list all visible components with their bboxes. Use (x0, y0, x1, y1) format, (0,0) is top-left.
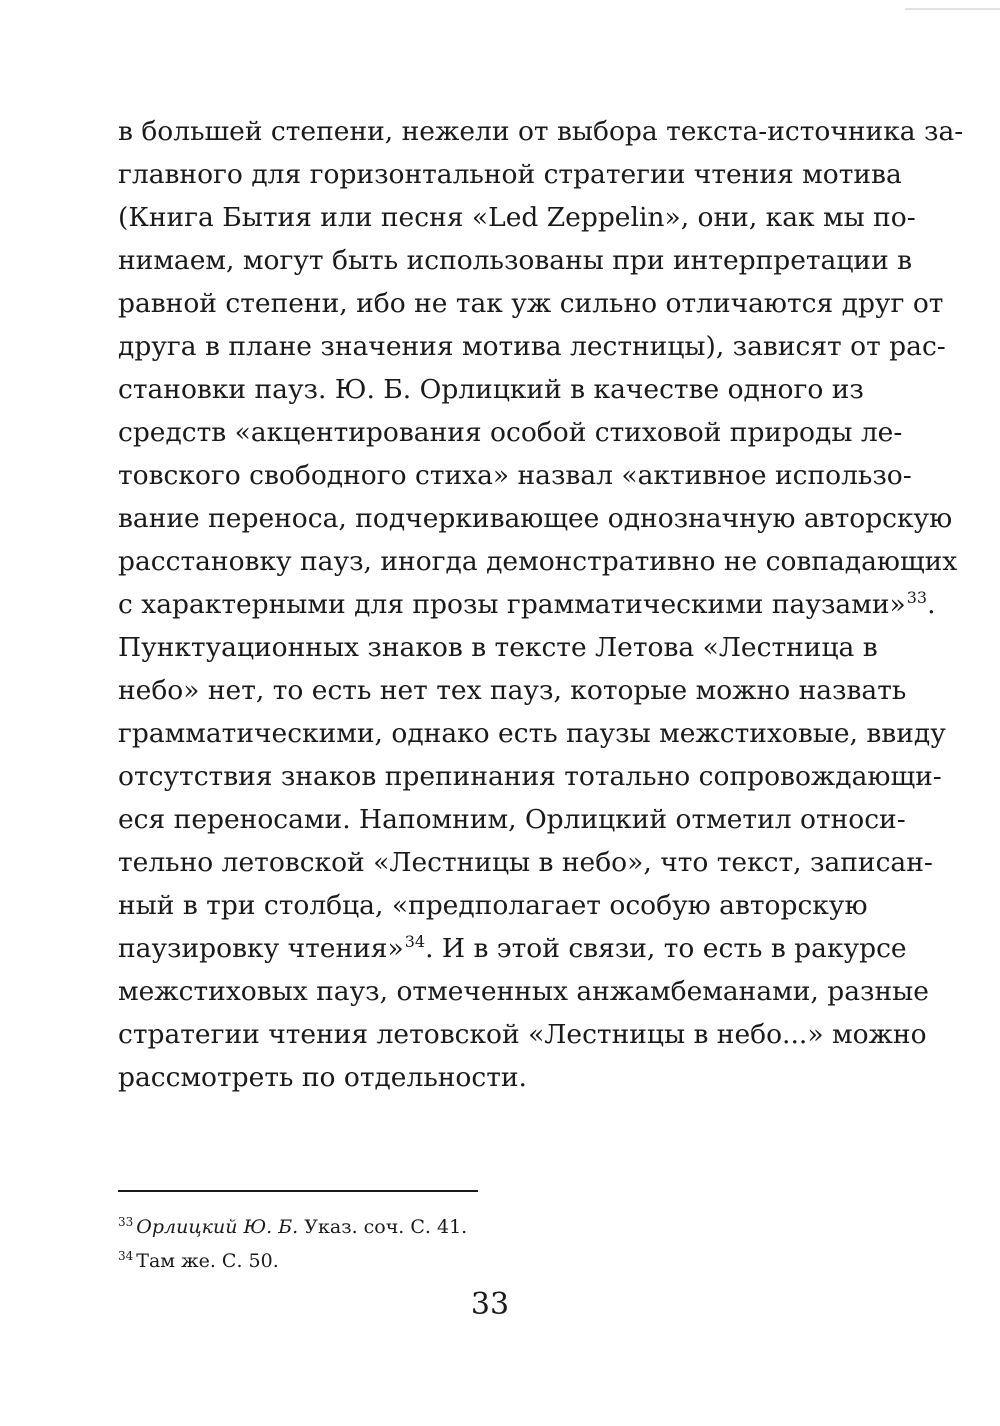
text-line-with-footnote-34 (118, 927, 907, 970)
footnote-author: Орлицкий Ю. Б. (136, 1216, 299, 1238)
text-line: Пунктуационных знаков в тексте Летова «Лестница в (118, 632, 878, 663)
scan-edge-mark (905, 8, 1000, 10)
footnote-separator (118, 1190, 478, 1192)
text-line: ный в три столбца, «предполагает особую авторскую (118, 890, 868, 921)
text-line-segment: . (927, 589, 936, 620)
text-line: нимаем, могут быть использованы при интерпретации в (118, 245, 913, 276)
text-line: рассмотреть по отдельности. (118, 1062, 527, 1093)
text-line-segment: . И в этой связи, то есть в ракурсе (425, 933, 907, 964)
text-line: равной степени, ибо не так уж сильно отличаются друг от (118, 288, 944, 319)
text-line: вание переноса, подчеркивающее однозначную авторскую (118, 503, 953, 534)
text-line-segment: с характерными для прозы грамматическими паузами» (118, 589, 906, 620)
text-line: расстановку пауз, иногда демонстративно не совпадающих (118, 546, 958, 577)
text-line: грамматическими, однако есть паузы межстиховые, ввиду (118, 718, 946, 749)
text-line: друга в плане значения мотива лестницы), зависят от рас- (118, 331, 946, 362)
footnote-number: 33 (118, 1214, 134, 1229)
footnote-33 (118, 1210, 862, 1244)
text-line: (Книга Бытия или песня «Led Zeppelin», они, как мы по- (118, 202, 916, 233)
text-line-segment: паузировку чтения» (118, 933, 404, 964)
page-number: 33 (470, 1287, 510, 1322)
text-line: тельно летовской «Лестницы в небо», что текст, записан- (118, 847, 933, 878)
footnote-34 (118, 1244, 862, 1278)
text-line: главного для горизонтальной стратегии чтения мотива (118, 159, 902, 190)
footnote-number: 34 (118, 1248, 134, 1263)
footnote-text: Там же. С. 50. (136, 1250, 279, 1272)
footnote-text: Указ. соч. С. 41. (298, 1216, 468, 1238)
footnote-ref-34[interactable]: 34 (404, 931, 426, 951)
text-line: небо» нет, то есть нет тех пауз, которые можно назвать (118, 675, 907, 706)
text-line: товского свободного стиха» назвал «активное использо- (118, 460, 912, 491)
text-line: еся переносами. Напомним, Орлицкий отметил относи- (118, 804, 906, 835)
text-line: становки пауз. Ю. Б. Орлицкий в качестве одного из (118, 374, 864, 405)
text-line: стратегии чтения летовской «Лестницы в небо...» можно (118, 1019, 927, 1050)
footnote-ref-33[interactable]: 33 (906, 587, 928, 607)
text-line: в большей степени, нежели от выбора текста-источника за- (118, 116, 964, 147)
main-paragraph (118, 110, 964, 1099)
text-line: средств «акцентирования особой стиховой природы ле- (118, 417, 903, 448)
footnotes (118, 1210, 862, 1278)
text-line: отсутствия знаков препинания тотально сопровождающи- (118, 761, 942, 792)
text-line: межстиховых пауз, отмеченных анжамбеманами, разные (118, 976, 929, 1007)
text-line-with-footnote-33 (118, 583, 936, 626)
